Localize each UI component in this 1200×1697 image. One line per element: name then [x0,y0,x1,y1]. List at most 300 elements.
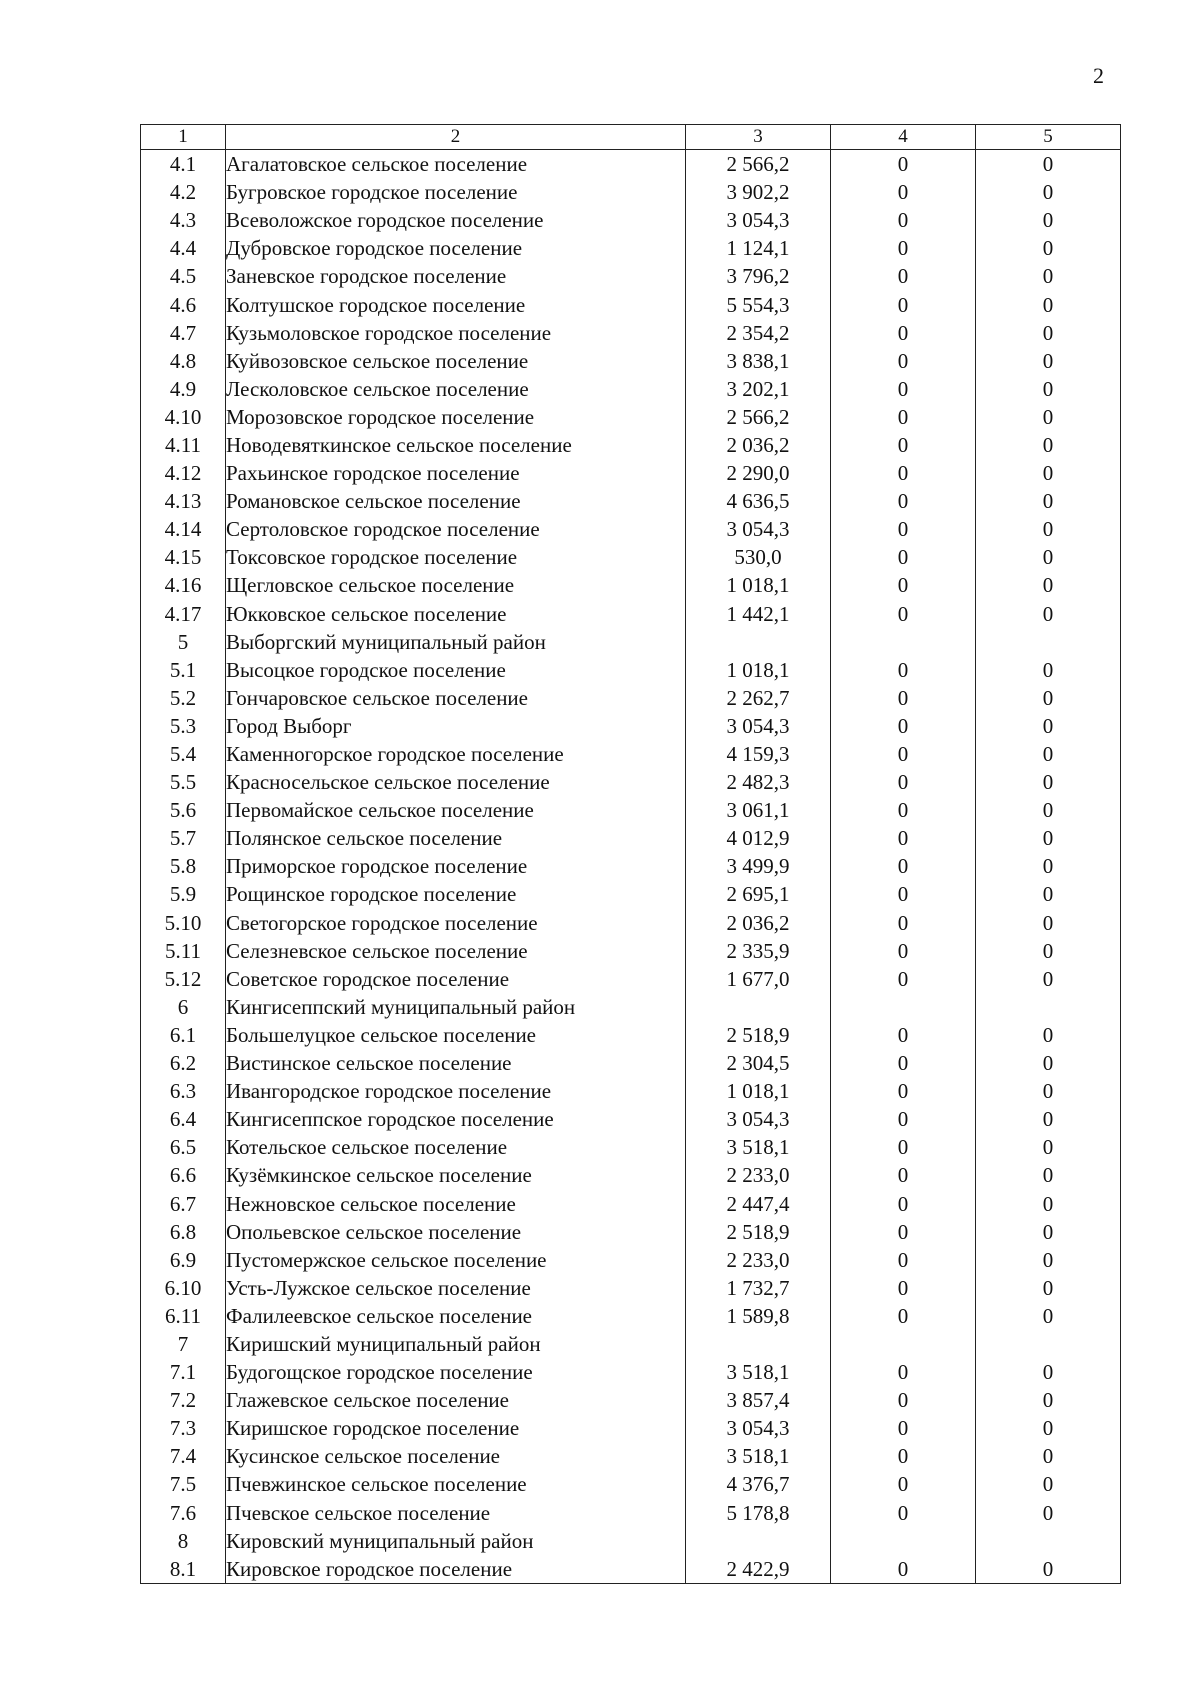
row-value-col4: 0 [831,515,976,543]
row-value-col4: 0 [831,543,976,571]
row-value-col3: 2 036,2 [686,431,831,459]
row-value-col5: 0 [976,600,1121,628]
row-number: 4.3 [141,206,226,234]
row-number: 6.5 [141,1133,226,1161]
row-value-col4: 0 [831,1021,976,1049]
row-value-col4: 0 [831,1049,976,1077]
row-number: 7.6 [141,1499,226,1527]
row-number: 4.10 [141,403,226,431]
table-body [141,150,1121,1584]
row-name: Сертоловское городское поселение [226,515,686,543]
table-row [141,1021,1121,1049]
row-value-col3: 3 054,3 [686,206,831,234]
table-row [141,431,1121,459]
table-row [141,628,1121,656]
header-col-2: 2 [226,125,686,150]
row-value-col3: 4 159,3 [686,740,831,768]
row-number: 6.8 [141,1218,226,1246]
header-row [141,125,1121,150]
row-name: Первомайское сельское поселение [226,796,686,824]
row-value-col3: 2 422,9 [686,1555,831,1584]
row-value-col5: 0 [976,290,1121,318]
row-value-col5: 0 [976,1414,1121,1442]
row-value-col4: 0 [831,1274,976,1302]
row-number: 7.3 [141,1414,226,1442]
row-number: 5.7 [141,824,226,852]
row-value-col3: 1 677,0 [686,965,831,993]
row-name: Советское городское поселение [226,965,686,993]
row-number: 4.4 [141,234,226,262]
row-name: Глажевское сельское поселение [226,1386,686,1414]
row-value-col5: 0 [976,1021,1121,1049]
row-value-col4: 0 [831,290,976,318]
row-name: Юкковское сельское поселение [226,600,686,628]
row-value-col3: 5 554,3 [686,290,831,318]
row-value-col4 [831,1527,976,1555]
table-row [141,1133,1121,1161]
table-row [141,487,1121,515]
row-value-col5: 0 [976,937,1121,965]
row-value-col5: 0 [976,234,1121,262]
table-row [141,1470,1121,1498]
row-value-col3: 2 335,9 [686,937,831,965]
row-value-col3: 1 442,1 [686,600,831,628]
table-row [141,543,1121,571]
row-name: Лесколовское сельское поселение [226,375,686,403]
table-row [141,1105,1121,1133]
row-number: 5.2 [141,684,226,712]
row-value-col3: 2 518,9 [686,1021,831,1049]
row-value-col4: 0 [831,403,976,431]
row-value-col4: 0 [831,1358,976,1386]
row-value-col4: 0 [831,656,976,684]
row-value-col5: 0 [976,796,1121,824]
row-value-col5: 0 [976,515,1121,543]
table-row [141,515,1121,543]
row-name: Усть-Лужское сельское поселение [226,1274,686,1302]
row-value-col3: 3 857,4 [686,1386,831,1414]
row-value-col5: 0 [976,571,1121,599]
row-name: Рощинское городское поселение [226,880,686,908]
row-value-col3: 2 354,2 [686,319,831,347]
row-value-col5: 0 [976,543,1121,571]
table-row [141,1386,1121,1414]
row-value-col5: 0 [976,319,1121,347]
table-row [141,347,1121,375]
row-value-col4: 0 [831,768,976,796]
table-row [141,796,1121,824]
row-number: 4.12 [141,459,226,487]
row-value-col5: 0 [976,1189,1121,1217]
row-value-col3 [686,628,831,656]
row-number: 5.6 [141,796,226,824]
table-row [141,403,1121,431]
row-name: Селезневское сельское поселение [226,937,686,965]
table-row [141,1189,1121,1217]
row-value-col3: 3 518,1 [686,1442,831,1470]
row-value-col3: 2 304,5 [686,1049,831,1077]
table-row [141,1527,1121,1555]
row-name: Романовское сельское поселение [226,487,686,515]
row-value-col4: 0 [831,487,976,515]
row-value-col3: 3 054,3 [686,515,831,543]
row-value-col3 [686,993,831,1021]
table-row [141,824,1121,852]
row-value-col5: 0 [976,1077,1121,1105]
table-row [141,1302,1121,1330]
row-number: 5.8 [141,852,226,880]
header-col-1: 1 [141,125,226,150]
table-row [141,459,1121,487]
row-number: 6.9 [141,1246,226,1274]
row-value-col3: 4 376,7 [686,1470,831,1498]
row-number: 4.7 [141,319,226,347]
row-number: 6.6 [141,1161,226,1189]
row-name: Гончаровское сельское поселение [226,684,686,712]
table-row [141,1246,1121,1274]
table-row [141,375,1121,403]
row-value-col4: 0 [831,712,976,740]
row-number: 4.17 [141,600,226,628]
row-number: 7.2 [141,1386,226,1414]
row-number: 5.9 [141,880,226,908]
row-value-col5: 0 [976,1470,1121,1498]
row-number: 5.10 [141,909,226,937]
row-value-col5: 0 [976,1218,1121,1246]
table-header [141,125,1121,150]
row-value-col5: 0 [976,1555,1121,1584]
row-value-col3: 2 036,2 [686,909,831,937]
row-value-col3: 2 566,2 [686,403,831,431]
row-value-col4: 0 [831,1105,976,1133]
row-number: 6.4 [141,1105,226,1133]
row-number: 4.2 [141,178,226,206]
header-col-4: 4 [831,125,976,150]
row-value-col3 [686,1527,831,1555]
row-name: Кингисеппский муниципальный район [226,993,686,1021]
header-col-3: 3 [686,125,831,150]
row-value-col4: 0 [831,909,976,937]
row-name: Пустомержское сельское поселение [226,1246,686,1274]
table-row [141,965,1121,993]
row-value-col3: 4 012,9 [686,824,831,852]
table-row [141,1049,1121,1077]
row-name: Кингисеппское городское поселение [226,1105,686,1133]
table-row [141,1442,1121,1470]
row-name: Кузёмкинское сельское поселение [226,1161,686,1189]
row-value-col4: 0 [831,1189,976,1217]
row-value-col5: 0 [976,965,1121,993]
row-number: 6.11 [141,1302,226,1330]
row-value-col5: 0 [976,1274,1121,1302]
table-row [141,937,1121,965]
row-name: Бугровское городское поселение [226,178,686,206]
row-value-col3: 1 018,1 [686,1077,831,1105]
row-name: Киришское городское поселение [226,1414,686,1442]
row-number: 5.12 [141,965,226,993]
row-value-col3 [686,1330,831,1358]
table-row [141,206,1121,234]
row-value-col3: 3 054,3 [686,1105,831,1133]
row-number: 5.5 [141,768,226,796]
row-value-col5: 0 [976,347,1121,375]
row-value-col5: 0 [976,431,1121,459]
table-row [141,909,1121,937]
row-value-col3: 3 902,2 [686,178,831,206]
row-value-col5 [976,628,1121,656]
row-value-col5: 0 [976,150,1121,179]
row-value-col4: 0 [831,937,976,965]
row-value-col4: 0 [831,965,976,993]
row-value-col3: 530,0 [686,543,831,571]
row-number: 4.8 [141,347,226,375]
table-row [141,600,1121,628]
row-value-col4: 0 [831,1302,976,1330]
row-value-col5: 0 [976,712,1121,740]
row-name: Кузьмоловское городское поселение [226,319,686,347]
row-value-col4: 0 [831,1246,976,1274]
table-row [141,234,1121,262]
row-value-col5 [976,1527,1121,1555]
row-value-col3: 2 290,0 [686,459,831,487]
row-value-col5 [976,993,1121,1021]
table-row [141,1358,1121,1386]
table-row [141,1077,1121,1105]
row-value-col3: 5 178,8 [686,1499,831,1527]
row-value-col5: 0 [976,1246,1121,1274]
row-name: Нежновское сельское поселение [226,1189,686,1217]
table-row [141,656,1121,684]
row-name: Куйвозовское сельское поселение [226,347,686,375]
row-number: 6.1 [141,1021,226,1049]
row-value-col4: 0 [831,375,976,403]
row-value-col3: 1 018,1 [686,571,831,599]
row-value-col4: 0 [831,880,976,908]
row-name: Полянское сельское поселение [226,824,686,852]
row-value-col3: 2 695,1 [686,880,831,908]
row-name: Опольевское сельское поселение [226,1218,686,1246]
row-name: Высоцкое городское поселение [226,656,686,684]
row-value-col5: 0 [976,1302,1121,1330]
row-value-col4: 0 [831,178,976,206]
row-number: 5 [141,628,226,656]
table-row [141,852,1121,880]
row-number: 6 [141,993,226,1021]
table-row [141,712,1121,740]
row-name: Морозовское городское поселение [226,403,686,431]
row-value-col5: 0 [976,656,1121,684]
row-value-col3: 2 233,0 [686,1246,831,1274]
row-value-col4 [831,628,976,656]
row-name: Кировское городское поселение [226,1555,686,1584]
row-number: 6.7 [141,1189,226,1217]
table-row [141,150,1121,179]
table-row [141,1330,1121,1358]
table-row [141,880,1121,908]
row-value-col4 [831,1330,976,1358]
table-row [141,1499,1121,1527]
row-name: Красносельское сельское поселение [226,768,686,796]
row-value-col4: 0 [831,824,976,852]
row-number: 4.11 [141,431,226,459]
row-name: Город Выборг [226,712,686,740]
row-value-col4: 0 [831,234,976,262]
row-number: 4.6 [141,290,226,318]
row-value-col5: 0 [976,178,1121,206]
data-table [140,124,1121,1584]
row-number: 7 [141,1330,226,1358]
row-name: Кировский муниципальный район [226,1527,686,1555]
row-value-col5: 0 [976,824,1121,852]
table-row [141,1274,1121,1302]
row-value-col5: 0 [976,684,1121,712]
row-value-col3: 2 262,7 [686,684,831,712]
row-value-col3: 3 202,1 [686,375,831,403]
row-value-col5: 0 [976,459,1121,487]
table-row [141,319,1121,347]
row-name: Вистинское сельское поселение [226,1049,686,1077]
row-value-col3: 4 636,5 [686,487,831,515]
row-name: Выборгский муниципальный район [226,628,686,656]
row-value-col3: 3 061,1 [686,796,831,824]
row-value-col3: 3 518,1 [686,1133,831,1161]
row-number: 8 [141,1527,226,1555]
row-name: Пчевское сельское поселение [226,1499,686,1527]
row-value-col5: 0 [976,880,1121,908]
table-row [141,290,1121,318]
row-value-col4: 0 [831,600,976,628]
row-value-col4: 0 [831,262,976,290]
row-number: 6.3 [141,1077,226,1105]
row-name: Фалилеевское сельское поселение [226,1302,686,1330]
row-value-col3: 2 566,2 [686,150,831,179]
row-value-col4: 0 [831,1555,976,1584]
row-value-col4: 0 [831,684,976,712]
row-value-col3: 3 054,3 [686,712,831,740]
row-value-col5: 0 [976,1442,1121,1470]
row-value-col5 [976,1330,1121,1358]
row-number: 4.16 [141,571,226,599]
row-value-col5: 0 [976,1105,1121,1133]
table-row [141,768,1121,796]
row-value-col3: 2 482,3 [686,768,831,796]
table-row [141,1414,1121,1442]
row-value-col5: 0 [976,1049,1121,1077]
row-value-col4: 0 [831,347,976,375]
row-name: Новодевяткинское сельское поселение [226,431,686,459]
row-name: Киришский муниципальный район [226,1330,686,1358]
row-name: Котельское сельское поселение [226,1133,686,1161]
row-number: 7.1 [141,1358,226,1386]
row-name: Токсовское городское поселение [226,543,686,571]
row-number: 8.1 [141,1555,226,1584]
row-value-col4: 0 [831,1442,976,1470]
row-number: 4.15 [141,543,226,571]
row-value-col3: 2 233,0 [686,1161,831,1189]
row-value-col5: 0 [976,403,1121,431]
row-value-col4: 0 [831,1133,976,1161]
row-value-col3: 2 518,9 [686,1218,831,1246]
table-row [141,1218,1121,1246]
row-name: Приморское городское поселение [226,852,686,880]
row-value-col5: 0 [976,487,1121,515]
table-row [141,1555,1121,1584]
row-name: Всеволожское городское поселение [226,206,686,234]
row-number: 6.10 [141,1274,226,1302]
row-value-col3: 3 838,1 [686,347,831,375]
row-value-col4: 0 [831,1161,976,1189]
page-number: 2 [1093,63,1104,88]
row-value-col5: 0 [976,206,1121,234]
row-value-col4: 0 [831,740,976,768]
row-number: 4.1 [141,150,226,179]
table-row [141,262,1121,290]
row-value-col4: 0 [831,1218,976,1246]
row-value-col5: 0 [976,768,1121,796]
row-number: 7.5 [141,1470,226,1498]
row-name: Ивангородское городское поселение [226,1077,686,1105]
row-name: Агалатовское сельское поселение [226,150,686,179]
row-value-col3: 1 018,1 [686,656,831,684]
row-value-col5: 0 [976,1133,1121,1161]
row-value-col4: 0 [831,319,976,347]
row-value-col4: 0 [831,1386,976,1414]
row-value-col5: 0 [976,1358,1121,1386]
row-number: 7.4 [141,1442,226,1470]
row-value-col3: 1 732,7 [686,1274,831,1302]
row-value-col5: 0 [976,1161,1121,1189]
row-value-col4: 0 [831,206,976,234]
row-value-col4: 0 [831,1470,976,1498]
row-number: 4.14 [141,515,226,543]
table-row [141,740,1121,768]
row-number: 6.2 [141,1049,226,1077]
row-value-col4 [831,993,976,1021]
row-number: 5.4 [141,740,226,768]
row-number: 5.11 [141,937,226,965]
row-name: Будогощское городское поселение [226,1358,686,1386]
row-name: Рахьинское городское поселение [226,459,686,487]
row-number: 4.9 [141,375,226,403]
row-value-col3: 3 499,9 [686,852,831,880]
row-value-col5: 0 [976,852,1121,880]
row-name: Кусинское сельское поселение [226,1442,686,1470]
row-value-col3: 1 124,1 [686,234,831,262]
row-value-col3: 3 796,2 [686,262,831,290]
row-name: Каменногорское городское поселение [226,740,686,768]
table-row [141,993,1121,1021]
row-value-col4: 0 [831,150,976,179]
row-value-col5: 0 [976,1499,1121,1527]
row-value-col4: 0 [831,1414,976,1442]
header-col-5: 5 [976,125,1121,150]
row-name: Заневское городское поселение [226,262,686,290]
row-value-col3: 3 518,1 [686,1358,831,1386]
row-value-col4: 0 [831,1077,976,1105]
row-number: 5.1 [141,656,226,684]
row-value-col5: 0 [976,375,1121,403]
row-name: Щегловское сельское поселение [226,571,686,599]
row-name: Светогорское городское поселение [226,909,686,937]
row-name: Пчевжинское сельское поселение [226,1470,686,1498]
table-row [141,571,1121,599]
row-value-col4: 0 [831,571,976,599]
row-number: 4.5 [141,262,226,290]
row-value-col4: 0 [831,852,976,880]
row-value-col3: 2 447,4 [686,1189,831,1217]
row-value-col4: 0 [831,459,976,487]
row-value-col5: 0 [976,909,1121,937]
